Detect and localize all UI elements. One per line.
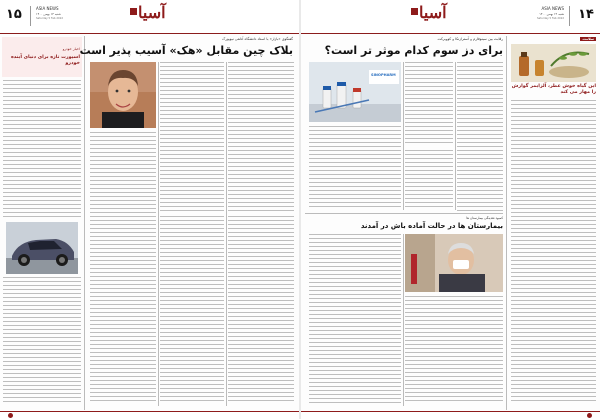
sub-article-col-2 xyxy=(309,234,401,404)
vaccine-brand-label: SINOPHARM xyxy=(371,73,396,77)
column-rule xyxy=(455,62,456,210)
section-divider xyxy=(305,213,503,214)
column-rule xyxy=(403,234,404,406)
date-english: Saturday 5 Feb 2022 xyxy=(536,17,564,20)
portrait-image xyxy=(90,62,156,128)
publication-name: ASIA NEWS xyxy=(36,6,59,11)
herb-photo xyxy=(511,44,596,82)
side-article-text xyxy=(511,100,596,404)
header-divider xyxy=(30,6,31,26)
vaccine-photo xyxy=(309,62,401,122)
side-news-headline: اسپورت تازه برای دنیای آینده خودرو xyxy=(10,55,80,66)
date-persian: شنبه ۱۴ بهمن ۱۴۰۰ xyxy=(539,12,564,16)
article-col-3 xyxy=(309,126,401,208)
herb-image xyxy=(511,44,596,82)
side-section-label: سلامت xyxy=(582,37,594,41)
newspaper-page-15 xyxy=(0,0,299,419)
interviewee-photo xyxy=(90,62,156,128)
article-col-3-lower xyxy=(160,216,224,404)
date-persian: شنبه ۱۴ بهمن ۱۴۰۰ xyxy=(36,12,61,16)
article-col-4 xyxy=(228,62,294,212)
newspaper-logo: آسیا xyxy=(419,3,447,22)
page-header xyxy=(301,0,600,34)
footer-mark-icon xyxy=(587,413,592,418)
column-rule xyxy=(403,62,404,210)
newspaper-logo: آسیا xyxy=(138,3,166,22)
page-footer xyxy=(0,411,299,419)
footer-mark-icon xyxy=(8,413,13,418)
side-article-headline: این گیاه خوش عطر، آلزایمر گوارش را مهار می کند xyxy=(511,84,596,95)
page-number: ۱۵ xyxy=(6,7,22,22)
side-news-kicker: اخبار خودرو xyxy=(62,47,80,51)
article-col-4-lower xyxy=(228,216,294,404)
logo-mark-icon xyxy=(130,8,137,15)
column-rule xyxy=(506,36,507,410)
page-header xyxy=(0,0,299,34)
sub-article-kicker: کمبود نقدینگی بیمارستان ها xyxy=(466,216,503,220)
header-divider xyxy=(569,6,570,26)
column-rule xyxy=(158,62,159,406)
article-col-3 xyxy=(160,62,224,212)
article-kicker: رقابت بین سینوفارم و آسترازنکا و کووبرکت xyxy=(437,37,503,41)
publication-name: ASIA NEWS xyxy=(541,6,564,11)
column-rule xyxy=(84,36,85,410)
article-col-2-lower xyxy=(405,150,453,210)
article-col-2 xyxy=(405,62,453,146)
article-kicker: گفتگوی «بازار» با استاد دانشگاه آدلفی نیویورک xyxy=(222,37,293,41)
article-headline: برای دز سوم کدام موثر تر است؟ xyxy=(324,44,503,57)
article-col-1 xyxy=(457,62,503,212)
page-footer xyxy=(301,411,600,419)
car-photo xyxy=(6,222,78,274)
logo-mark-icon xyxy=(411,8,418,15)
page-number: ۱۴ xyxy=(578,7,594,22)
side-news-text-lower xyxy=(3,277,81,405)
official-image xyxy=(405,234,503,292)
sub-article-headline: بیمارستان ها در حالت آماده باش در آمدند xyxy=(360,222,503,230)
newspaper-page-14 xyxy=(301,0,600,419)
sub-article-col-1 xyxy=(405,296,503,404)
date-english: Saturday 5 Feb 2022 xyxy=(36,17,64,20)
column-rule xyxy=(226,62,227,406)
vaccine-image xyxy=(309,62,401,122)
official-photo xyxy=(405,234,503,292)
side-news-text xyxy=(3,80,81,220)
article-headline: بلاک چین مقابل «هک» آسیب پذیر است xyxy=(79,44,293,57)
car-image xyxy=(6,222,78,274)
article-col-2 xyxy=(90,132,156,404)
